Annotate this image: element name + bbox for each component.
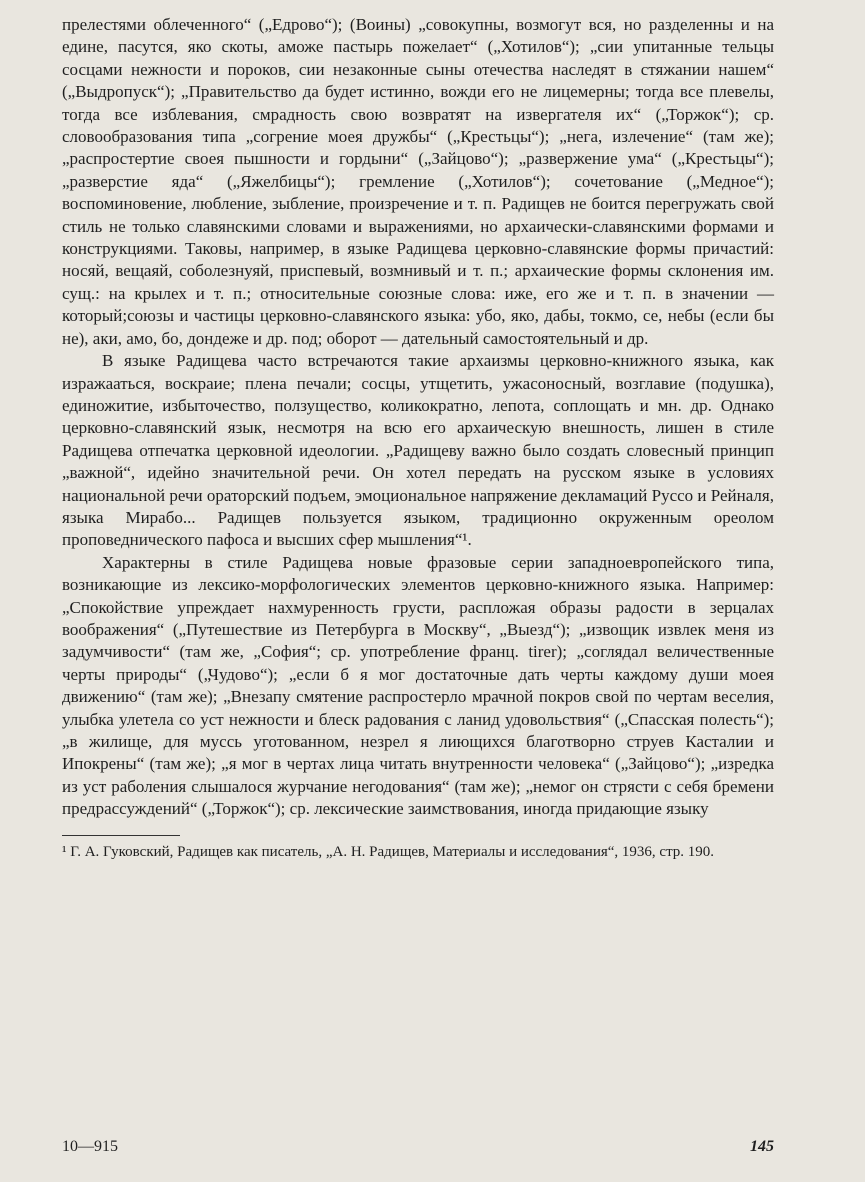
paragraph-3: Характерны в стиле Радищева новые фразовые серии западноевропейского типа, возникающие из лексико-морфологических элементов церковно-книжного языка. Например: „Спокойствие упреждает нахмуренность грусти, распложая образы радости в зерцалах воображения“ („Путешествие из Петербурга в Москву“, „Выезд“); „извощик извлек меня из задумчивости“ (там же, „София“; ср. употребление франц. tirer); „соглядал величественные черты природы“ („Чудово“); „если б я мог достаточные дать черты каждому души моея движению“ (там же); „Внезапу смятение распростерло мрачной покров свой по чертам веселия, улыбка улетела со уст нежности и блеск радования с ланид удовольствия“ („Спасская полесть“); „в жилище, для муссь уготованном, незрел я лиющихся благотворно струев Касталии и Ипокрены“ (там же); „я мог в чертах лица читать внутренности человека“ („Зайцово“); „изредка из уст раболения слышалося журчание негодования“ (там же); „немог он стрясти с себя бремени предрассуждений“ („Торжок“); ср. лексические заимствования, иногда придающие языку <box>62 552 774 819</box>
printer-signature: 10—915 <box>62 1138 118 1155</box>
footnote: ¹ Г. А. Гуковский, Радищев как писатель, „А. Н. Радищев, Материалы и исследования“, 1936, стр. 190. <box>62 843 715 860</box>
page-number: 145 <box>750 1138 774 1155</box>
main-text <box>62 14 774 821</box>
paragraph-2: В языке Радищева часто встречаются такие архаизмы церковно-книжного языка, как изражааться, воскраие; плена печали; сосцы, утщетить, ужасоносный, возглавие (подушка), единожитие, избыточество, ползущество, коликократно, лепота, соплощать и мн. др. Однако церковно-славянский язык, несмотря на всю его архаическую внешность, лишен в стиле Радищева отпечатка церковной идеологии. „Радищеву важно было создать словесный принцип „важной“, идейно значительной речи. Он хотел передать на русском языке в условиях национальной речи ораторский подъем, эмоциональное напряжение декламаций Руссо и Рейналя, языка Мирабо... Радищев пользуется языком, традиционно окруженным ореолом проповеднического пафоса и высших сфер мышления“¹. <box>62 351 774 550</box>
paragraph-1: прелестями облеченного“ („Едрово“); (Воины) „совокупны, возмогут вся, но разделенны и на едине, пасутся, яко скоты, аможе пастырь пожелает“ („Хотилов“); „сии упитанные тельцы сосцами нежности и пороков, сии незаконные сыны отечества наследят в стяжании нашем“ („Выдропуск“); „Правительство да будет истинно, вожди его не лицемерны; тогда все плевелы, тогда все изблевания, смрадность свою возвратят на извергателя их“ („Торжок“); ср. словообразования типа „согрение моея дружбы“ („Крестьцы“); „нега, излечение“ (там же); „распростертие своея пышности и гордыни“ („Зайцово“); „развержение ума“ („Крестьцы“); „разверстие яда“ („Яжелбицы“); гремление („Хотилов“); сочетование („Медное“); воспоминовение, любление, зыбление, произречение и т. п. Радищев не боится перегружать свой стиль не только славянскими словами и выражениями, но архаически-славянскими формами и конструкциями. Таковы, например, в языке Радищева церковно-славянские формы причастий: носяй, вещаяй, соболезнуяй, приспевый, возмнивый и т. п.; архаические формы склонения им. сущ.: на крылех и т. п.; относительные союзные слова: иже, его же и т. п. в значении — который;союзы и частицы церковно-славянского языка: убо, яко, дабы, токмо, се, небы (если бы не), аки, амо, бо, дондеже и др. под; оборот — дательный самостоятельный и др. <box>62 15 774 348</box>
footnote-divider <box>62 835 180 836</box>
